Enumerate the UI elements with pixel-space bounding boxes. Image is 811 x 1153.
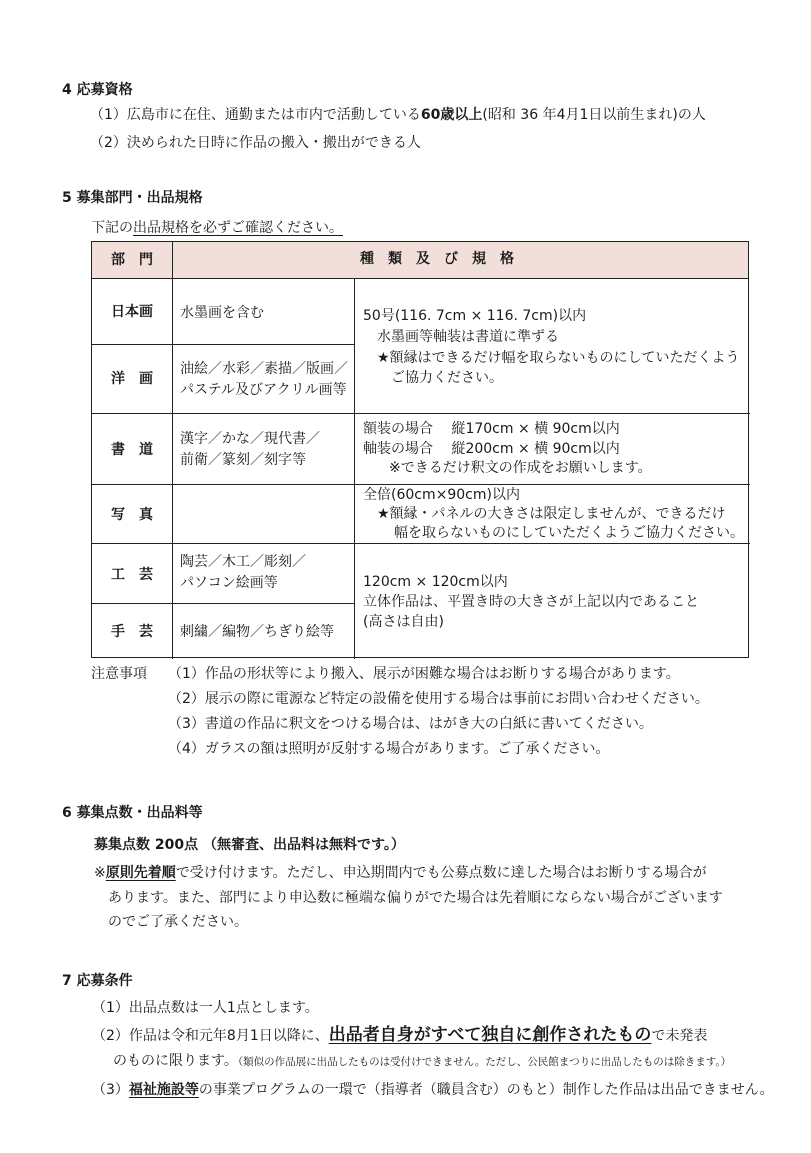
note-2: （2）展示の際に電源など特定の設備を使用する場合は事前にお問い合わせください。	[168, 691, 709, 707]
section-4-heading: 4 応募資格	[62, 82, 133, 98]
dept-shodo: 書 道	[111, 442, 153, 458]
type-kogei-1: 陶芸／木工／彫刻／	[180, 554, 306, 570]
section-6-heading: 6 募集点数・出品料等	[62, 805, 203, 821]
s6-note-first-come: 原則先着順	[105, 865, 176, 881]
header-dept: 部 門	[111, 252, 153, 268]
s6-note-mark: ※	[94, 865, 106, 881]
type-yoga-2: パステル及びアクリル画等	[180, 382, 347, 398]
photo-spec-1: 全倍(60cm×90cm)以内	[363, 487, 520, 503]
s7-item-3-c: の事業プログラムの一環で（指導者（職員含む）のもと）制作した作品は出品できません。	[198, 1082, 774, 1098]
divider	[354, 278, 355, 659]
s4-item-2: （2）決められた日時に作品の搬入・搬出ができる人	[90, 135, 421, 151]
dept-kogei: 工 芸	[111, 567, 153, 583]
divider	[92, 344, 354, 345]
divider	[92, 413, 750, 414]
shodo-spec-1: 額装の場合 縦170cm × 横 90cm以内	[363, 421, 620, 437]
craft-spec-3: (高さは自由)	[363, 614, 444, 630]
s7-item-2-line-2	[113, 1054, 731, 1068]
note-1: （1）作品の形状等により搬入、展示が困難な場合はお断りする場合があります。	[168, 666, 680, 682]
section-7-heading: 7 応募条件	[62, 973, 133, 989]
painting-spec-4: ご協力ください。	[391, 370, 503, 386]
painting-spec-2: 水墨画等軸装は書道に準ずる	[377, 329, 559, 345]
s7-item-3-welfare: 福祉施設等	[128, 1082, 199, 1098]
shodo-spec-3: ※できるだけ釈文の作成をお願いします。	[389, 460, 652, 476]
type-shodo-1: 漢字／かな／現代書／	[180, 431, 320, 447]
type-nihonga: 水墨画を含む	[180, 305, 264, 321]
s5-intro-b: 出品規格を必ずご確認ください。	[133, 220, 343, 236]
s6-note-l1: で受け付けます。ただし、申込期間内でも公募点数に達した場合はお断りする場合が	[175, 865, 707, 881]
s4-item-1-age: 60歳以上	[420, 107, 483, 123]
painting-spec-3: ★額縁はできるだけ幅を取らないものにしていただくよう	[377, 350, 740, 366]
dept-nihonga: 日本画	[111, 304, 153, 320]
header-spec: 種 類 及 び 規 格	[360, 251, 514, 267]
shodo-spec-2: 軸装の場合 縦200cm × 横 90cm以内	[363, 441, 620, 457]
s4-item-1-text-a: （1）広島市に在住、通勤または市内で活動している	[90, 107, 421, 123]
painting-spec-1: 50号(116. 7cm × 116. 7cm)以内	[363, 308, 587, 324]
section-5-heading: 5 募集部門・出品規格	[62, 190, 203, 206]
s7-item-2	[92, 1027, 707, 1044]
s4-item-1	[90, 108, 706, 122]
s7-item-2-note: （類似の作品展に出品したものは受付けできません。ただし、公民館まつりに出品したものは除きます。）	[237, 1056, 732, 1068]
divider	[172, 242, 173, 659]
notes-label: 注意事項	[91, 666, 147, 682]
divider	[92, 603, 354, 604]
dept-shugei: 手 芸	[111, 624, 153, 640]
s7-item-2-a: （2）作品は令和元年8月1日以降に、	[92, 1028, 329, 1044]
s7-item-1: （1）出品点数は一人1点とします。	[92, 1000, 319, 1016]
note-4: （4）ガラスの額は照明が反射する場合があります。ご了承ください。	[168, 741, 610, 757]
type-yoga-1: 油絵／水彩／素描／版画／	[180, 361, 348, 377]
photo-spec-2: ★額縁・パネルの大きさは限定しませんが、できるだけ	[377, 506, 726, 522]
s7-item-2-d: のものに限ります。	[113, 1053, 238, 1069]
s7-item-2-c: で未発表	[651, 1028, 708, 1044]
craft-spec-2: 立体作品は、平置き時の大きさが上記以内であること	[363, 594, 699, 610]
s7-item-3	[92, 1083, 774, 1097]
type-shugei: 刺繍／編物／ちぎり絵等	[180, 624, 334, 640]
s6-note-line-3: のでご了承ください。	[108, 914, 248, 930]
s6-note-line-2: あります。また、部門により申込数に極端な偏りがでた場合は先着順にならない場合がございます	[108, 890, 723, 906]
type-kogei-2: パソコン絵画等	[180, 575, 278, 591]
note-3: （3）書道の作品に釈文をつける場合は、はがき大の白紙に書いてください。	[168, 716, 653, 732]
s5-intro	[91, 221, 343, 235]
s7-item-2-emphasis: 出品者自身がすべて独自に創作されたもの	[328, 1025, 652, 1045]
dept-yoga: 洋 画	[111, 371, 153, 387]
s5-intro-a: 下記の	[91, 220, 133, 236]
craft-spec-1: 120cm × 120cm以内	[363, 574, 508, 590]
spec-table	[91, 241, 749, 658]
count-line: 募集点数 200点 （無審査、出品料は無料です。）	[94, 837, 405, 853]
dept-photo: 写 真	[111, 507, 153, 523]
photo-spec-3: 幅を取らないものにしていただくようご協力ください。	[394, 525, 744, 541]
s7-item-3-a: （3）	[92, 1082, 129, 1098]
type-shodo-2: 前衛／篆刻／刻字等	[180, 452, 306, 468]
s6-note-line-1	[94, 866, 707, 880]
s4-item-1-text-c: (昭和 36 年4月1日以前生まれ)の人	[482, 107, 706, 123]
